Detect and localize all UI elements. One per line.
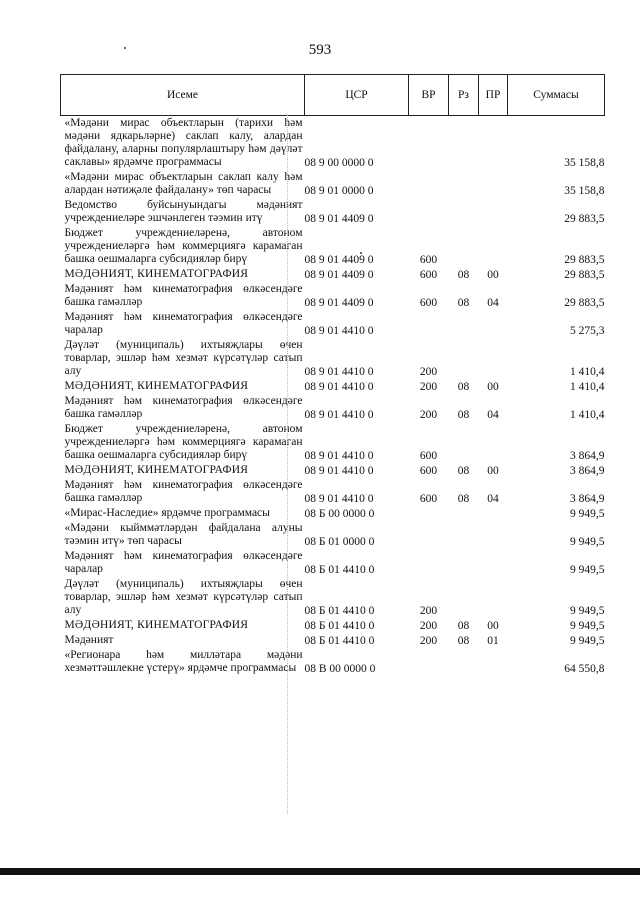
cell-rz: 08 <box>457 620 470 632</box>
table-row <box>61 170 605 198</box>
section-row <box>61 618 605 633</box>
cell-rz: 08 <box>457 409 470 421</box>
cell-csr: 08 Б 01 0000 0 <box>304 536 375 548</box>
cell-pr <box>479 310 508 338</box>
cell-sum: 3 864,9 <box>570 493 605 505</box>
cell-vr: 600 <box>419 450 438 462</box>
header-pr: ПР <box>479 75 508 116</box>
cell-vr <box>409 116 449 171</box>
cell-name: МӘДӘНИЯТ, КИНЕМАТОГРАФИЯ <box>64 380 249 392</box>
cell-rz <box>449 338 479 379</box>
cell-pr: 04 <box>487 297 499 309</box>
cell-csr: 08 9 00 0000 0 <box>304 157 374 169</box>
section-row <box>61 379 605 394</box>
cell-sum: 5 275,3 <box>570 325 605 337</box>
table-row <box>61 282 605 310</box>
cell-rz: 08 <box>457 381 470 393</box>
cell-csr: 08 9 01 4409 0 <box>304 269 374 281</box>
scan-speck <box>360 252 362 254</box>
cell-pr <box>479 506 508 521</box>
table-row <box>61 310 605 338</box>
cell-sum: 1 410,4 <box>570 409 605 421</box>
cell-vr: 600 <box>419 493 438 505</box>
cell-sum: 29 883,5 <box>564 254 605 266</box>
cell-rz <box>449 648 479 676</box>
cell-name: Мәдәният һәм кинематография өлкәсендәге чаралар <box>64 311 303 336</box>
cell-csr: 08 9 01 4409 0 <box>304 254 374 266</box>
cell-sum: 29 883,5 <box>564 213 605 225</box>
table-row <box>61 198 605 226</box>
cell-sum: 9 949,5 <box>570 536 605 548</box>
cell-vr <box>409 506 449 521</box>
cell-name: Дәүләт (муниципаль) ихтыяҗлары өчен товарлар, эшләр һәм хезмәт күрсәтүләр сатып алу <box>64 339 303 377</box>
cell-name: Бюджет учреждениеләренә, автоном учреждениеләргә һәм коммерциягә карамаган башка оешмаларга субсидияләр бирү <box>64 227 303 265</box>
cell-sum: 35 158,8 <box>564 185 605 197</box>
cell-sum: 9 949,5 <box>570 564 605 576</box>
cell-sum: 64 550,8 <box>564 663 605 675</box>
table-row <box>61 506 605 521</box>
cell-csr: 08 9 01 4409 0 <box>304 297 374 309</box>
cell-pr: 00 <box>487 465 499 477</box>
cell-csr: 08 9 01 4409 0 <box>304 213 374 225</box>
cell-name: «Мәдәни кыйммәтләрдән файдалана алуны тәэмин итү» төп чарасы <box>64 522 303 547</box>
cell-csr: 08 9 01 0000 0 <box>304 185 374 197</box>
cell-name: «Мирас-Наследие» ярдәмче программасы <box>64 507 270 519</box>
section-row <box>61 267 605 282</box>
table-row <box>61 116 605 171</box>
cell-rz <box>449 226 479 267</box>
cell-sum: 29 883,5 <box>564 297 605 309</box>
header-name: Исеме <box>61 75 305 116</box>
cell-pr: 04 <box>487 409 499 421</box>
table-row <box>61 394 605 422</box>
cell-rz: 08 <box>457 493 470 505</box>
cell-pr <box>479 198 508 226</box>
cell-vr <box>409 170 449 198</box>
cell-csr: 08 9 01 4410 0 <box>304 465 374 477</box>
scan-guide-line <box>287 114 288 814</box>
cell-csr: 08 9 01 4410 0 <box>304 493 374 505</box>
table-row <box>61 633 605 648</box>
cell-pr <box>479 226 508 267</box>
budget-table <box>60 74 605 676</box>
cell-sum: 9 949,5 <box>570 605 605 617</box>
header-rz: Рз <box>449 75 479 116</box>
cell-pr: 00 <box>487 381 499 393</box>
cell-sum: 3 864,9 <box>570 450 605 462</box>
cell-vr: 600 <box>419 269 438 281</box>
cell-vr <box>409 521 449 549</box>
cell-vr <box>409 549 449 577</box>
cell-pr: 00 <box>487 620 499 632</box>
table-row <box>61 521 605 549</box>
cell-sum: 9 949,5 <box>570 635 605 647</box>
cell-pr <box>479 116 508 171</box>
scan-edge-bar <box>0 868 640 875</box>
cell-vr: 200 <box>419 409 438 421</box>
cell-pr <box>479 577 508 618</box>
cell-pr: 04 <box>487 493 499 505</box>
cell-sum: 29 883,5 <box>564 269 605 281</box>
header-sum: Суммасы <box>508 75 605 116</box>
cell-vr: 600 <box>419 297 438 309</box>
cell-name: «Регионара һәм милләтара мәдәни хезмәттәшлекне үстерү» ярдәмче программасы <box>64 649 303 674</box>
cell-vr <box>409 310 449 338</box>
cell-name: МӘДӘНИЯТ, КИНЕМАТОГРАФИЯ <box>64 464 249 476</box>
header-vr: ВР <box>409 75 449 116</box>
cell-vr: 200 <box>419 620 438 632</box>
cell-rz <box>449 521 479 549</box>
cell-vr: 600 <box>419 254 438 266</box>
cell-rz <box>449 549 479 577</box>
cell-sum: 1 410,4 <box>570 366 605 378</box>
table-row <box>61 549 605 577</box>
table-row <box>61 577 605 618</box>
cell-sum: 3 864,9 <box>570 465 605 477</box>
cell-rz: 08 <box>457 635 470 647</box>
cell-vr: 200 <box>419 366 438 378</box>
cell-rz <box>449 310 479 338</box>
cell-sum: 1 410,4 <box>570 381 605 393</box>
cell-pr <box>479 338 508 379</box>
cell-csr: 08 9 01 4410 0 <box>304 325 374 337</box>
cell-name: Мәдәният һәм кинематография өлкәсендәге башка гамәлләр <box>64 479 303 504</box>
cell-vr: 600 <box>419 465 438 477</box>
cell-rz <box>449 577 479 618</box>
cell-rz <box>449 198 479 226</box>
cell-csr: 08 Б 01 4410 0 <box>304 620 375 632</box>
cell-vr <box>409 648 449 676</box>
cell-rz: 08 <box>457 269 470 281</box>
cell-vr: 200 <box>419 635 438 647</box>
cell-csr: 08 Б 01 4410 0 <box>304 605 375 617</box>
cell-csr: 08 Б 01 4410 0 <box>304 564 375 576</box>
cell-rz <box>449 116 479 171</box>
table-row <box>61 478 605 506</box>
cell-rz <box>449 170 479 198</box>
cell-name: Бюджет учреждениеләренә, автоном учреждениеләргә һәм коммерциягә карамаган башка оешмаларга субсидияләр бирү <box>64 423 303 461</box>
section-row <box>61 463 605 478</box>
cell-vr <box>409 198 449 226</box>
cell-name: «Мәдәни мирас объектларын саклап калу һәм алардан нәтиҗәле файдалану» төп чарасы <box>64 171 303 196</box>
cell-name: МӘДӘНИЯТ, КИНЕМАТОГРАФИЯ <box>64 619 249 631</box>
cell-csr: 08 9 01 4410 0 <box>304 450 374 462</box>
cell-rz <box>449 506 479 521</box>
table-row <box>61 422 605 463</box>
cell-pr <box>479 521 508 549</box>
cell-name: Мәдәният һәм кинематография өлкәсендәге башка гамәлләр <box>64 395 303 420</box>
cell-csr: 08 9 01 4410 0 <box>304 409 374 421</box>
cell-name: Мәдәният һәм кинематография өлкәсендәге башка гамәлләр <box>64 283 303 308</box>
cell-csr: 08 Б 00 0000 0 <box>304 508 375 520</box>
cell-pr: 01 <box>487 635 499 647</box>
cell-vr: 200 <box>419 605 438 617</box>
cell-name: Мәдәният һәм кинематография өлкәсендәге чаралар <box>64 550 303 575</box>
cell-sum: 35 158,8 <box>564 157 605 169</box>
cell-name: Ведомство буйсынуындагы мәдәният учреждениеләре эшчәнлеген тәэмин итү <box>64 199 303 224</box>
cell-csr: 08 Б 01 4410 0 <box>304 635 375 647</box>
cell-rz: 08 <box>457 465 470 477</box>
cell-rz <box>449 422 479 463</box>
cell-name: «Мәдәни мирас объектларын (тарихи һәм мәдәни ядкарьләрне) саклап калу, алардан файдалану, аларны популярлаштыру һәм дәүләт саклавы» ярдәмче программасы <box>64 117 303 168</box>
cell-pr <box>479 549 508 577</box>
table-body <box>61 116 605 677</box>
cell-vr: 200 <box>419 381 438 393</box>
cell-pr: 00 <box>487 269 499 281</box>
cell-pr <box>479 648 508 676</box>
cell-name: Дәүләт (муниципаль) ихтыяҗлары өчен товарлар, эшләр һәм хезмәт күрсәтүләр сатып алу <box>64 578 303 616</box>
cell-name: Мәдәният <box>64 634 114 646</box>
cell-sum: 9 949,5 <box>570 508 605 520</box>
cell-pr <box>479 170 508 198</box>
cell-pr <box>479 422 508 463</box>
cell-rz: 08 <box>457 297 470 309</box>
cell-csr: 08 9 01 4410 0 <box>304 366 374 378</box>
table-row <box>61 648 605 676</box>
cell-name: МӘДӘНИЯТ, КИНЕМАТОГРАФИЯ <box>64 268 249 280</box>
table-header-row <box>61 75 605 116</box>
cell-sum: 9 949,5 <box>570 620 605 632</box>
cell-csr: 08 9 01 4410 0 <box>304 381 374 393</box>
scan-speck <box>124 47 126 49</box>
table-row <box>61 226 605 267</box>
table-row <box>61 338 605 379</box>
page-number: 593 <box>308 42 332 58</box>
header-csr: ЦСР <box>305 75 409 116</box>
cell-csr: 08 В 00 0000 0 <box>304 663 376 675</box>
